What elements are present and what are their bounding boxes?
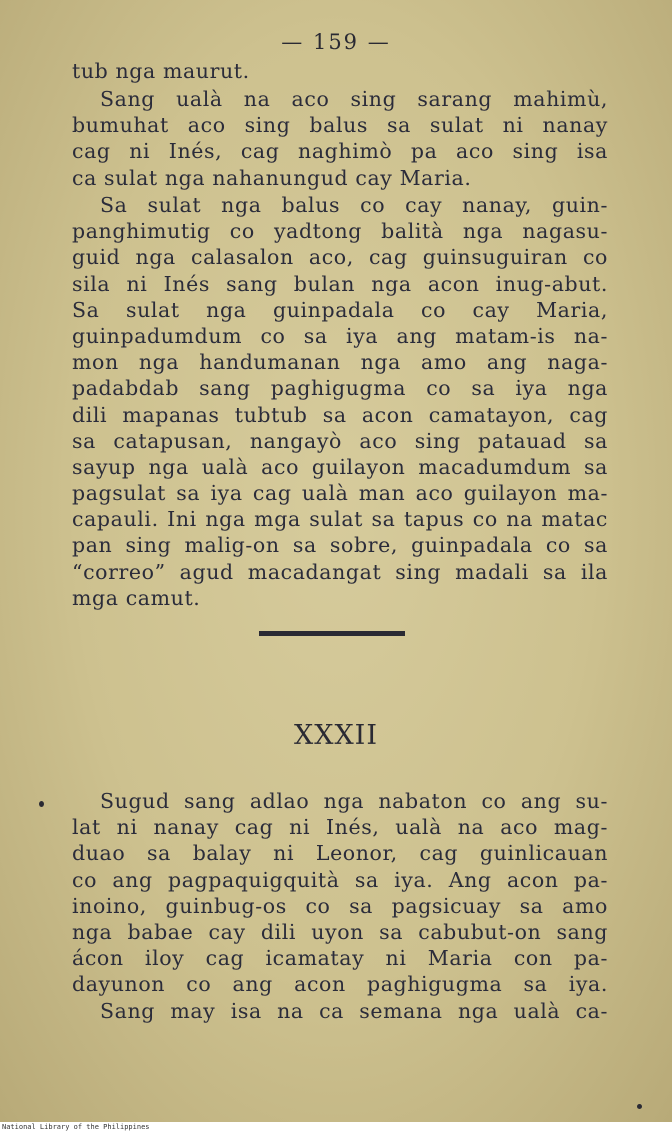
page-number: — 159 —: [281, 30, 391, 54]
text-line: pan sing malig-on sa sobre, guinpadala co sa: [72, 533, 608, 558]
text-line: Sugud sang adlao nga nabaton co ang su-: [100, 789, 608, 813]
text-line: sayup nga ualà aco guilayon macadumdum sa: [72, 454, 608, 479]
text-line: dayunon co ang acon paghigugma sa iya.: [72, 972, 608, 997]
text-line: nga babae cay dili uyon sa cabubut-on sang: [72, 919, 608, 944]
text-line: Sa sulat nga guinpadala co cay Maria,: [72, 297, 608, 322]
text-line: mga camut.: [72, 585, 201, 610]
text-line: sila ni Inés sang bulan nga acon inug-abut.: [72, 271, 608, 296]
text-line: pagsulat sa iya cag ualà man aco guilayon ma-: [72, 481, 608, 506]
text-line: cag ni Inés, cag naghimò pa aco sing isa: [72, 139, 608, 164]
text-line: Sang ualà na aco sing sarang mahimù,: [100, 87, 608, 111]
text-line: guid nga calasalon aco, cag guinsuguiran co: [72, 245, 608, 270]
text-line: padabdab sang paghigugma co sa iya nga: [72, 376, 608, 401]
ink-spot: [637, 1104, 642, 1109]
text-line: mon nga handumanan nga amo ang naga-: [72, 350, 608, 375]
text-line: capauli. Ini nga mga sulat sa tapus co na matac: [72, 507, 608, 532]
text-line: co ang pagpaquigquità sa iya. Ang acon pa-: [72, 867, 608, 892]
text-line: Sang may isa na ca semana nga ualà ca-: [100, 998, 608, 1023]
text-line: bumuhat aco sing balus sa sulat ni nanay: [72, 113, 608, 138]
text-line: Sa sulat nga balus co cay nanay, guin-: [100, 193, 608, 217]
section-divider: [259, 631, 405, 636]
text-line: dili mapanas tubtub sa acon camatayon, cag: [72, 402, 608, 427]
text-line: duao sa balay ni Leonor, cag guinlicauan: [72, 841, 608, 866]
text-line: sa catapusan, nangayò aco sing patauad sa: [72, 428, 608, 453]
text-line: ca sulat nga nahanungud cay Maria.: [72, 165, 472, 190]
paragraph-2: [72, 86, 608, 191]
text-line: lat ni nanay cag ni Inés, ualà na aco mag-: [72, 815, 608, 840]
text-line: ácon iloy cag icamatay ni Maria con pa-: [72, 946, 608, 971]
text-line: panghimutig co yadtong balità nga nagasu-: [72, 219, 608, 244]
text-line: tub nga maurut.: [72, 59, 250, 83]
paragraph-3: [72, 192, 608, 611]
paragraph-1: [72, 58, 608, 84]
text-line: “correo” agud macadangat sing madali sa ila: [72, 559, 608, 584]
text-line: inoino, guinbug-os co sa pagsicuay sa amo: [72, 893, 608, 918]
text-line: guinpadumdum co sa iya ang matam-is na-: [72, 323, 608, 348]
paragraph-4: [72, 788, 608, 1024]
chapter-heading: XXXII: [294, 720, 378, 751]
library-credit: National Library of the Philippines: [2, 1123, 150, 1131]
ink-spot: [39, 801, 44, 807]
